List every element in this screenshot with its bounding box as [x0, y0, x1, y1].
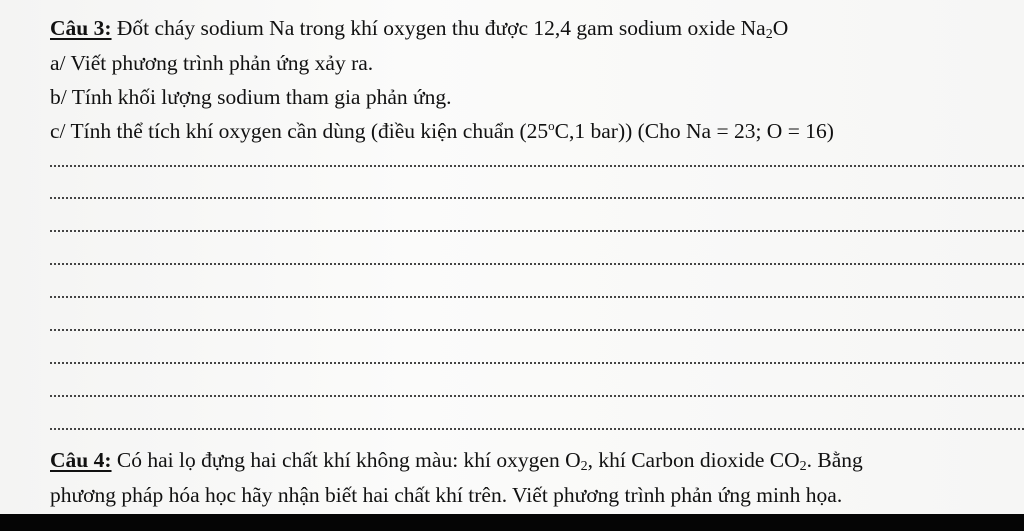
answer-line[interactable] [50, 230, 1024, 232]
na2o-subscript: 2 [765, 27, 773, 42]
co2-subscript: 2 [799, 459, 807, 474]
part-c-text-end: C,1 bar)) (Cho Na = 23; O = 16) [554, 119, 834, 143]
question-4-text: Có hai lọ đựng hai chất khí không màu: khí oxygen O [111, 448, 581, 472]
question-4-text-end: . Bằng [806, 448, 863, 472]
answer-line[interactable] [50, 395, 1024, 397]
question-4-label: Câu 4: [50, 448, 112, 472]
question-3-part-c [50, 118, 834, 144]
question-4-line-2: phương pháp hóa học hãy nhận biết hai chất khí trên. Viết phương trình phản ứng minh họa. [50, 483, 843, 507]
answer-line[interactable] [50, 362, 1024, 364]
question-3-part-b: b/ Tính khối lượng sodium tham gia phản ứng. [50, 85, 452, 109]
answer-line[interactable] [50, 165, 1024, 167]
question-3-text-end: O [772, 16, 789, 40]
question-3-part-a: a/ Viết phương trình phản ứng xảy ra. [50, 51, 374, 75]
question-3-label: Câu 3: [50, 16, 112, 40]
answer-line[interactable] [50, 296, 1024, 298]
question-4-heading [50, 447, 863, 473]
answer-line[interactable] [50, 263, 1024, 265]
answer-line[interactable] [50, 428, 1024, 430]
question-3-heading [50, 15, 788, 41]
bottom-black-bar [0, 514, 1024, 531]
answer-line[interactable] [50, 329, 1024, 331]
answer-line[interactable] [50, 197, 1024, 199]
part-c-text: c/ Tính thể tích khí oxygen cần dùng (điều kiện chuẩn (25 [50, 119, 549, 143]
question-4-text-mid: , khí Carbon dioxide CO [587, 448, 800, 472]
o2-subscript: 2 [580, 459, 588, 474]
question-3-text: Đốt cháy sodium Na trong khí oxygen thu được 12,4 gam sodium oxide Na [111, 16, 766, 40]
degree-superscript: o [548, 118, 555, 133]
